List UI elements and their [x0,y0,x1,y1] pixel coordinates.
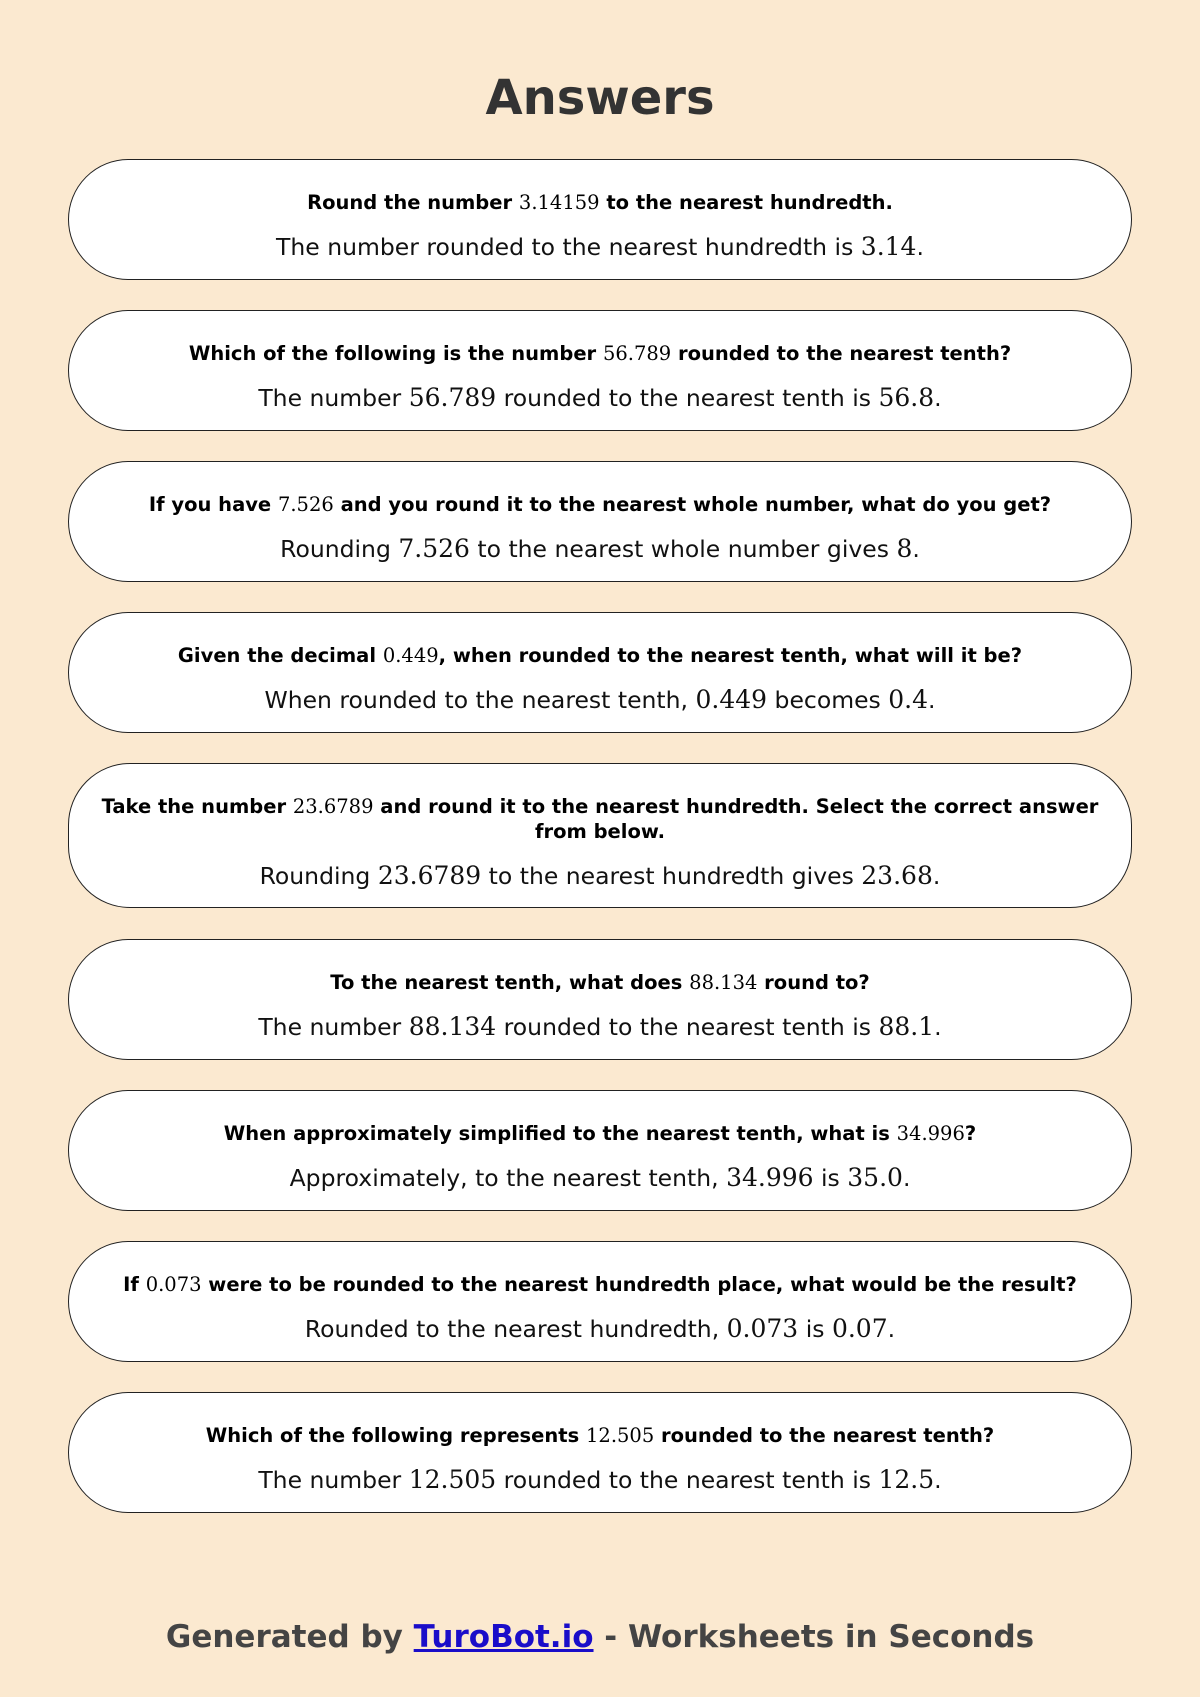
answer-card-1 [68,159,1132,280]
math-number: 12.505 [586,1424,655,1447]
question-text: Which of the following represents 12.505 rounded to the nearest tenth? [205,1424,995,1447]
math-number: 88.1 [878,1012,935,1041]
math-number: 56.8 [878,383,935,412]
answer-card-7 [68,1090,1132,1211]
math-number: 8 [896,534,913,563]
question-text: If you have 7.526 and you round it to the nearest whole number, what do you get? [148,493,1052,516]
answer-text: The number 12.505 rounded to the nearest tenth is 12.5. [258,1465,942,1494]
answer-text: Rounded to the nearest hundredth, 0.073 is 0.07. [304,1314,896,1343]
answer-text: Rounding 23.6789 to the nearest hundredth gives 23.68. [259,861,941,890]
math-number: 0.4 [888,685,929,714]
math-number: 0.07 [831,1314,888,1343]
math-number: 23.6789 [377,861,482,890]
answer-card-6 [68,939,1132,1060]
answer-text: The number 56.789 rounded to the nearest tenth is 56.8. [258,383,942,412]
question-text: When approximately simplified to the nearest tenth, what is 34.996? [223,1122,977,1145]
question-text: If 0.073 were to be rounded to the nearest hundredth place, what would be the result? [123,1273,1077,1296]
question-text: Take the number 23.6789 and round it to the nearest hundredth. Select the correct answer from below. [101,795,1099,843]
math-number: 56.789 [408,383,497,412]
math-number: 0.073 [726,1314,799,1343]
math-number: 35.0 [847,1163,903,1192]
math-number: 3.14159 [518,191,600,214]
math-number: 34.996 [726,1163,814,1192]
footer-credit: Generated by TuroBot.io - Worksheets in Seconds [165,1619,1035,1655]
math-number: 0.449 [382,644,439,667]
answer-text: The number rounded to the nearest hundredth is 3.14. [276,232,924,261]
math-number: 12.5 [878,1465,935,1494]
math-number: 0.073 [145,1273,202,1296]
math-number: 12.505 [408,1465,497,1494]
answer-card-8 [68,1241,1132,1362]
math-number: 34.996 [896,1122,965,1145]
page-title: Answers [485,70,715,126]
turobot-link[interactable]: TuroBot.io [413,1619,594,1655]
question-text: To the nearest tenth, what does 88.134 round to? [330,971,870,994]
answer-card-9 [68,1392,1132,1513]
math-number: 23.6789 [292,795,374,818]
answer-card-2 [68,310,1132,431]
math-number: 23.68 [861,861,933,890]
answer-card-5 [68,763,1132,908]
math-number: 0.449 [695,685,768,714]
answer-text: Approximately, to the nearest tenth, 34.996 is 35.0. [289,1163,911,1192]
answer-text: When rounded to the nearest tenth, 0.449 becomes 0.4. [264,685,936,714]
question-text: Round the number 3.14159 to the nearest hundredth. [307,191,893,214]
answer-text: The number 88.134 rounded to the nearest tenth is 88.1. [258,1012,942,1041]
math-number: 3.14 [860,232,917,261]
answer-card-3 [68,461,1132,582]
math-number: 88.134 [408,1012,497,1041]
answer-list [68,159,1132,1543]
math-number: 7.526 [277,493,334,516]
math-number: 88.134 [689,971,758,994]
math-number: 56.789 [602,342,672,365]
answer-card-4 [68,612,1132,733]
question-text: Which of the following is the number 56.789 rounded to the nearest tenth? [188,342,1012,365]
question-text: Given the decimal 0.449, when rounded to the nearest tenth, what will it be? [177,644,1023,667]
math-number: 7.526 [398,534,470,563]
answer-text: Rounding 7.526 to the nearest whole number gives 8. [280,534,920,563]
